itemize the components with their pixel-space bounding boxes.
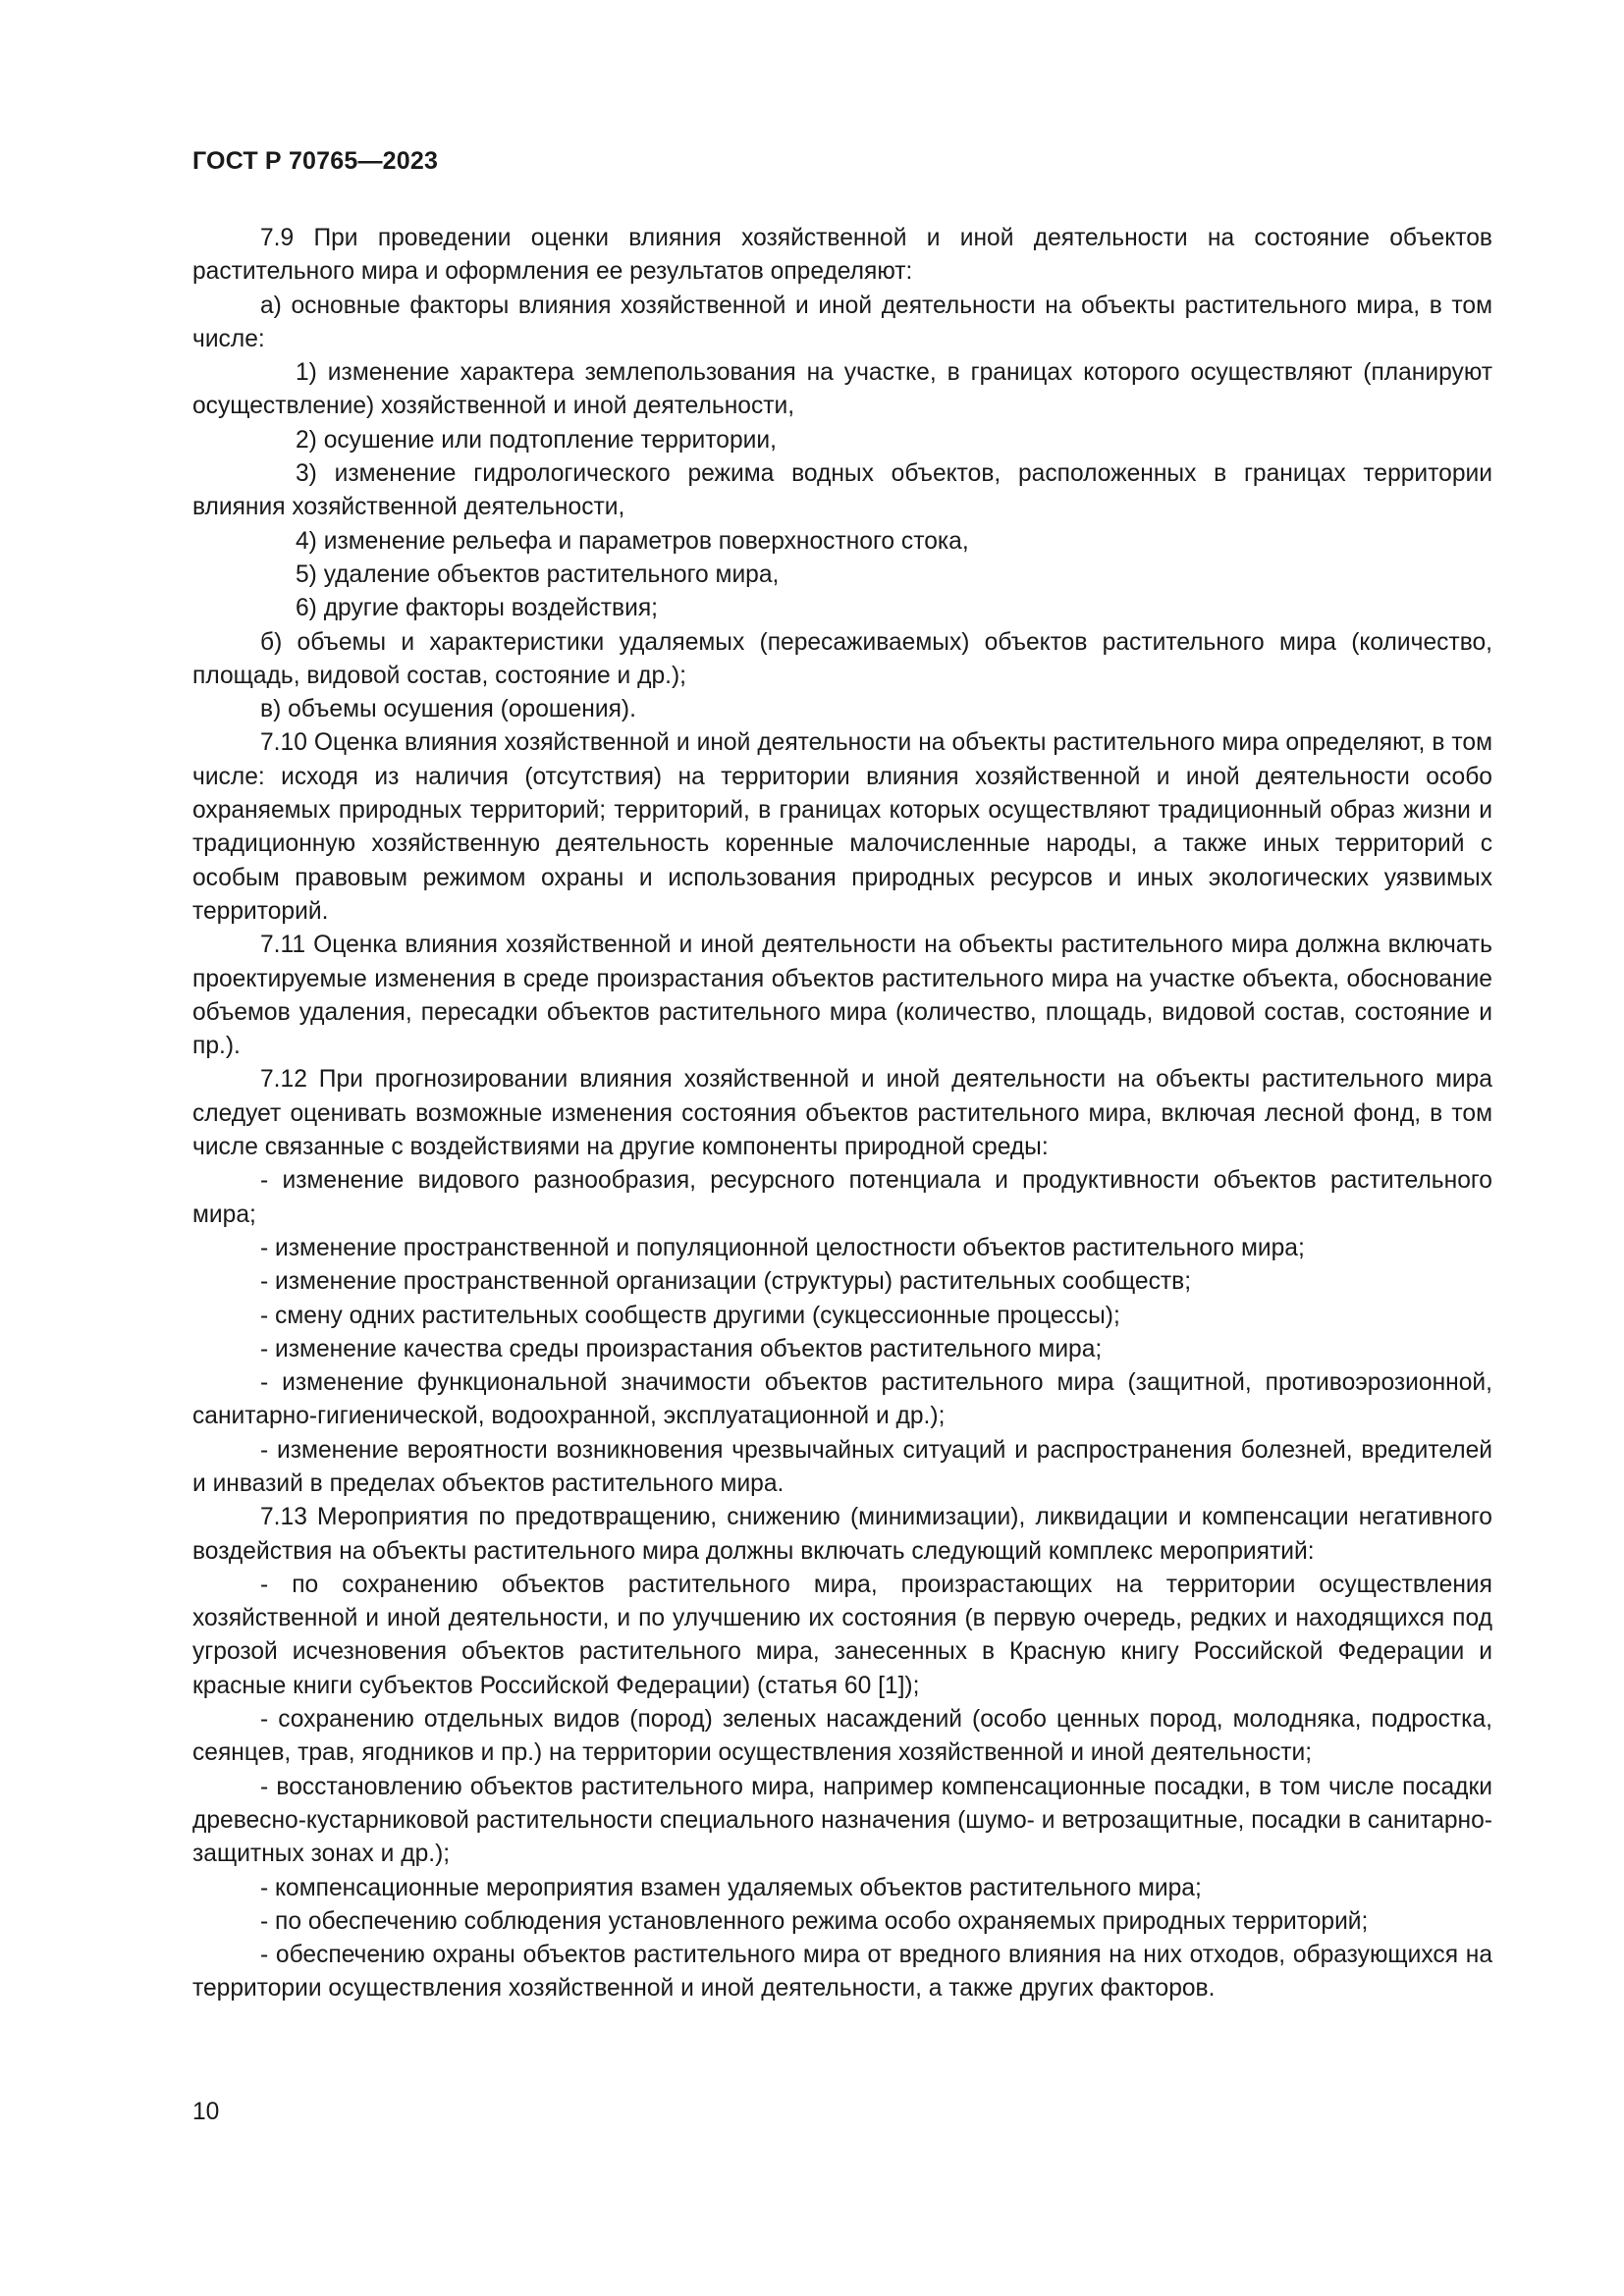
dash-item: - изменение вероятности возникновения чрезвычайных ситуаций и распространения болезней, вредителей и инвазий в пределах объектов растительного мира. xyxy=(192,1436,1492,1497)
list-item-a-5: 5) удаление объектов растительного мира, xyxy=(296,561,780,588)
list-item-a-4: 4) изменение рельефа и параметров поверхностного стока, xyxy=(296,527,969,555)
page-number: 10 xyxy=(192,2099,220,2125)
dash-item: - сохранению отдельных видов (пород) зеленых насаждений (особо ценных пород, молодняка, подростка, сеянцев, трав, ягодников и пр.) на территории осуществления хозяйственной и иной деятельности; xyxy=(192,1706,1492,1767)
dash-item: - смену одних растительных сообществ другими (сукцессионные процессы); xyxy=(260,1302,1120,1329)
dash-item: - изменение пространственной и популяционной целостности объектов растительного мира; xyxy=(260,1234,1305,1261)
list-item-b: б) объемы и характеристики удаляемых (пересаживаемых) объектов растительного мира (количество, площадь, видовой состав, состояние и др.); xyxy=(192,628,1492,689)
list-item-a-3: 3) изменение гидрологического режима водных объектов, расположенных в границах территории влияния хозяйственной деятельности, xyxy=(192,460,1492,521)
paragraph-7-9: 7.9 При проведении оценки влияния хозяйственной и иной деятельности на состояние объектов растительного мира и оформления ее результатов определяют: xyxy=(192,225,1492,286)
list-item-v: в) объемы осушения (орошения). xyxy=(260,696,636,723)
paragraph-7-10: 7.10 Оценка влияния хозяйственной и иной деятельности на объекты растительного мира определяют, в том числе: исходя из наличия (отсутствия) на территории влияния хозяйственной и иной деятельности особо охраняемых природных территорий; территорий, в границах которых осуществляют традиционный образ жизни и традиционную хозяйственную деятельность коренные малочисленные народы, а также иных территорий с особым правовым режимом охраны и использования природных ресурсов и иных экологических уязвимых территорий. xyxy=(192,729,1492,925)
document-header: ГОСТ Р 70765—2023 xyxy=(192,147,439,175)
dash-item: - изменение функциональной значимости объектов растительного мира (защитной, противоэрозионной, санитарно-гигиенической, водоохранной, эксплуатационной и др.); xyxy=(192,1369,1492,1430)
dash-item: - по обеспечению соблюдения установленного режима особо охраняемых природных территорий; xyxy=(260,1907,1369,1935)
dash-item: - обеспечению охраны объектов растительного мира от вредного влияния на них отходов, образующихся на территории осуществления хозяйственной и иной деятельности, а также других факторов. xyxy=(192,1942,1492,2002)
dash-item: - изменение качества среды произрастания объектов растительного мира; xyxy=(260,1335,1103,1362)
list-item-a-2: 2) осушение или подтопление территории, xyxy=(296,426,777,454)
dash-item: - восстановлению объектов растительного мира, например компенсационные посадки, в том числе посадки древесно-кустарниковой растительности специального назначения (шумо- и ветрозащитные, посадки в санитарно-защитных зонах и др.); xyxy=(192,1773,1492,1868)
dash-item: - изменение пространственной организации (структуры) растительных сообществ; xyxy=(260,1268,1192,1296)
dash-item: - изменение видового разнообразия, ресурсного потенциала и продуктивности объектов растительного мира; xyxy=(192,1167,1492,1228)
paragraph-7-13: 7.13 Мероприятия по предотвращению, снижению (минимизации), ликвидации и компенсации негативного воздействия на объекты растительного мира должны включать следующий комплекс мероприятий: xyxy=(192,1504,1492,1565)
list-item-a-1: 1) изменение характера землепользования на участке, в границах которого осуществляют (планируют осуществление) хозяйственной и иной деятельности, xyxy=(192,359,1492,420)
document-body xyxy=(192,222,1492,2006)
paragraph-7-12: 7.12 При прогнозировании влияния хозяйственной и иной деятельности на объекты растительного мира следует оценивать возможные изменения состояния объектов растительного мира, включая лесной фонд, в том числе связанные с воздействиями на другие компоненты природной среды: xyxy=(192,1066,1492,1161)
list-item-a: а) основные факторы влияния хозяйственной и иной деятельности на объекты растительного мира, в том числе: xyxy=(192,292,1492,352)
dash-item: - по сохранению объектов растительного мира, произрастающих на территории осуществления хозяйственной и иной деятельности, и по улучшению их состояния (в первую очередь, редких и находящихся под угрозой исчезновения объектов растительного мира, занесенных в Красную книгу Российской Федерации и красные книги субъектов Российской Федерации) (статья 60 [1]); xyxy=(192,1571,1492,1699)
paragraph-7-11: 7.11 Оценка влияния хозяйственной и иной деятельности на объекты растительного мира должна включать проектируемые изменения в среде произрастания объектов растительного мира на участке объекта, обоснование объемов удаления, пересадки объектов растительного мира (количество, площадь, видовой состав, состояние и пр.). xyxy=(192,932,1492,1060)
dash-item: - компенсационные мероприятия взамен удаляемых объектов растительного мира; xyxy=(260,1874,1202,1901)
list-item-a-6: 6) другие факторы воздействия; xyxy=(296,595,658,622)
